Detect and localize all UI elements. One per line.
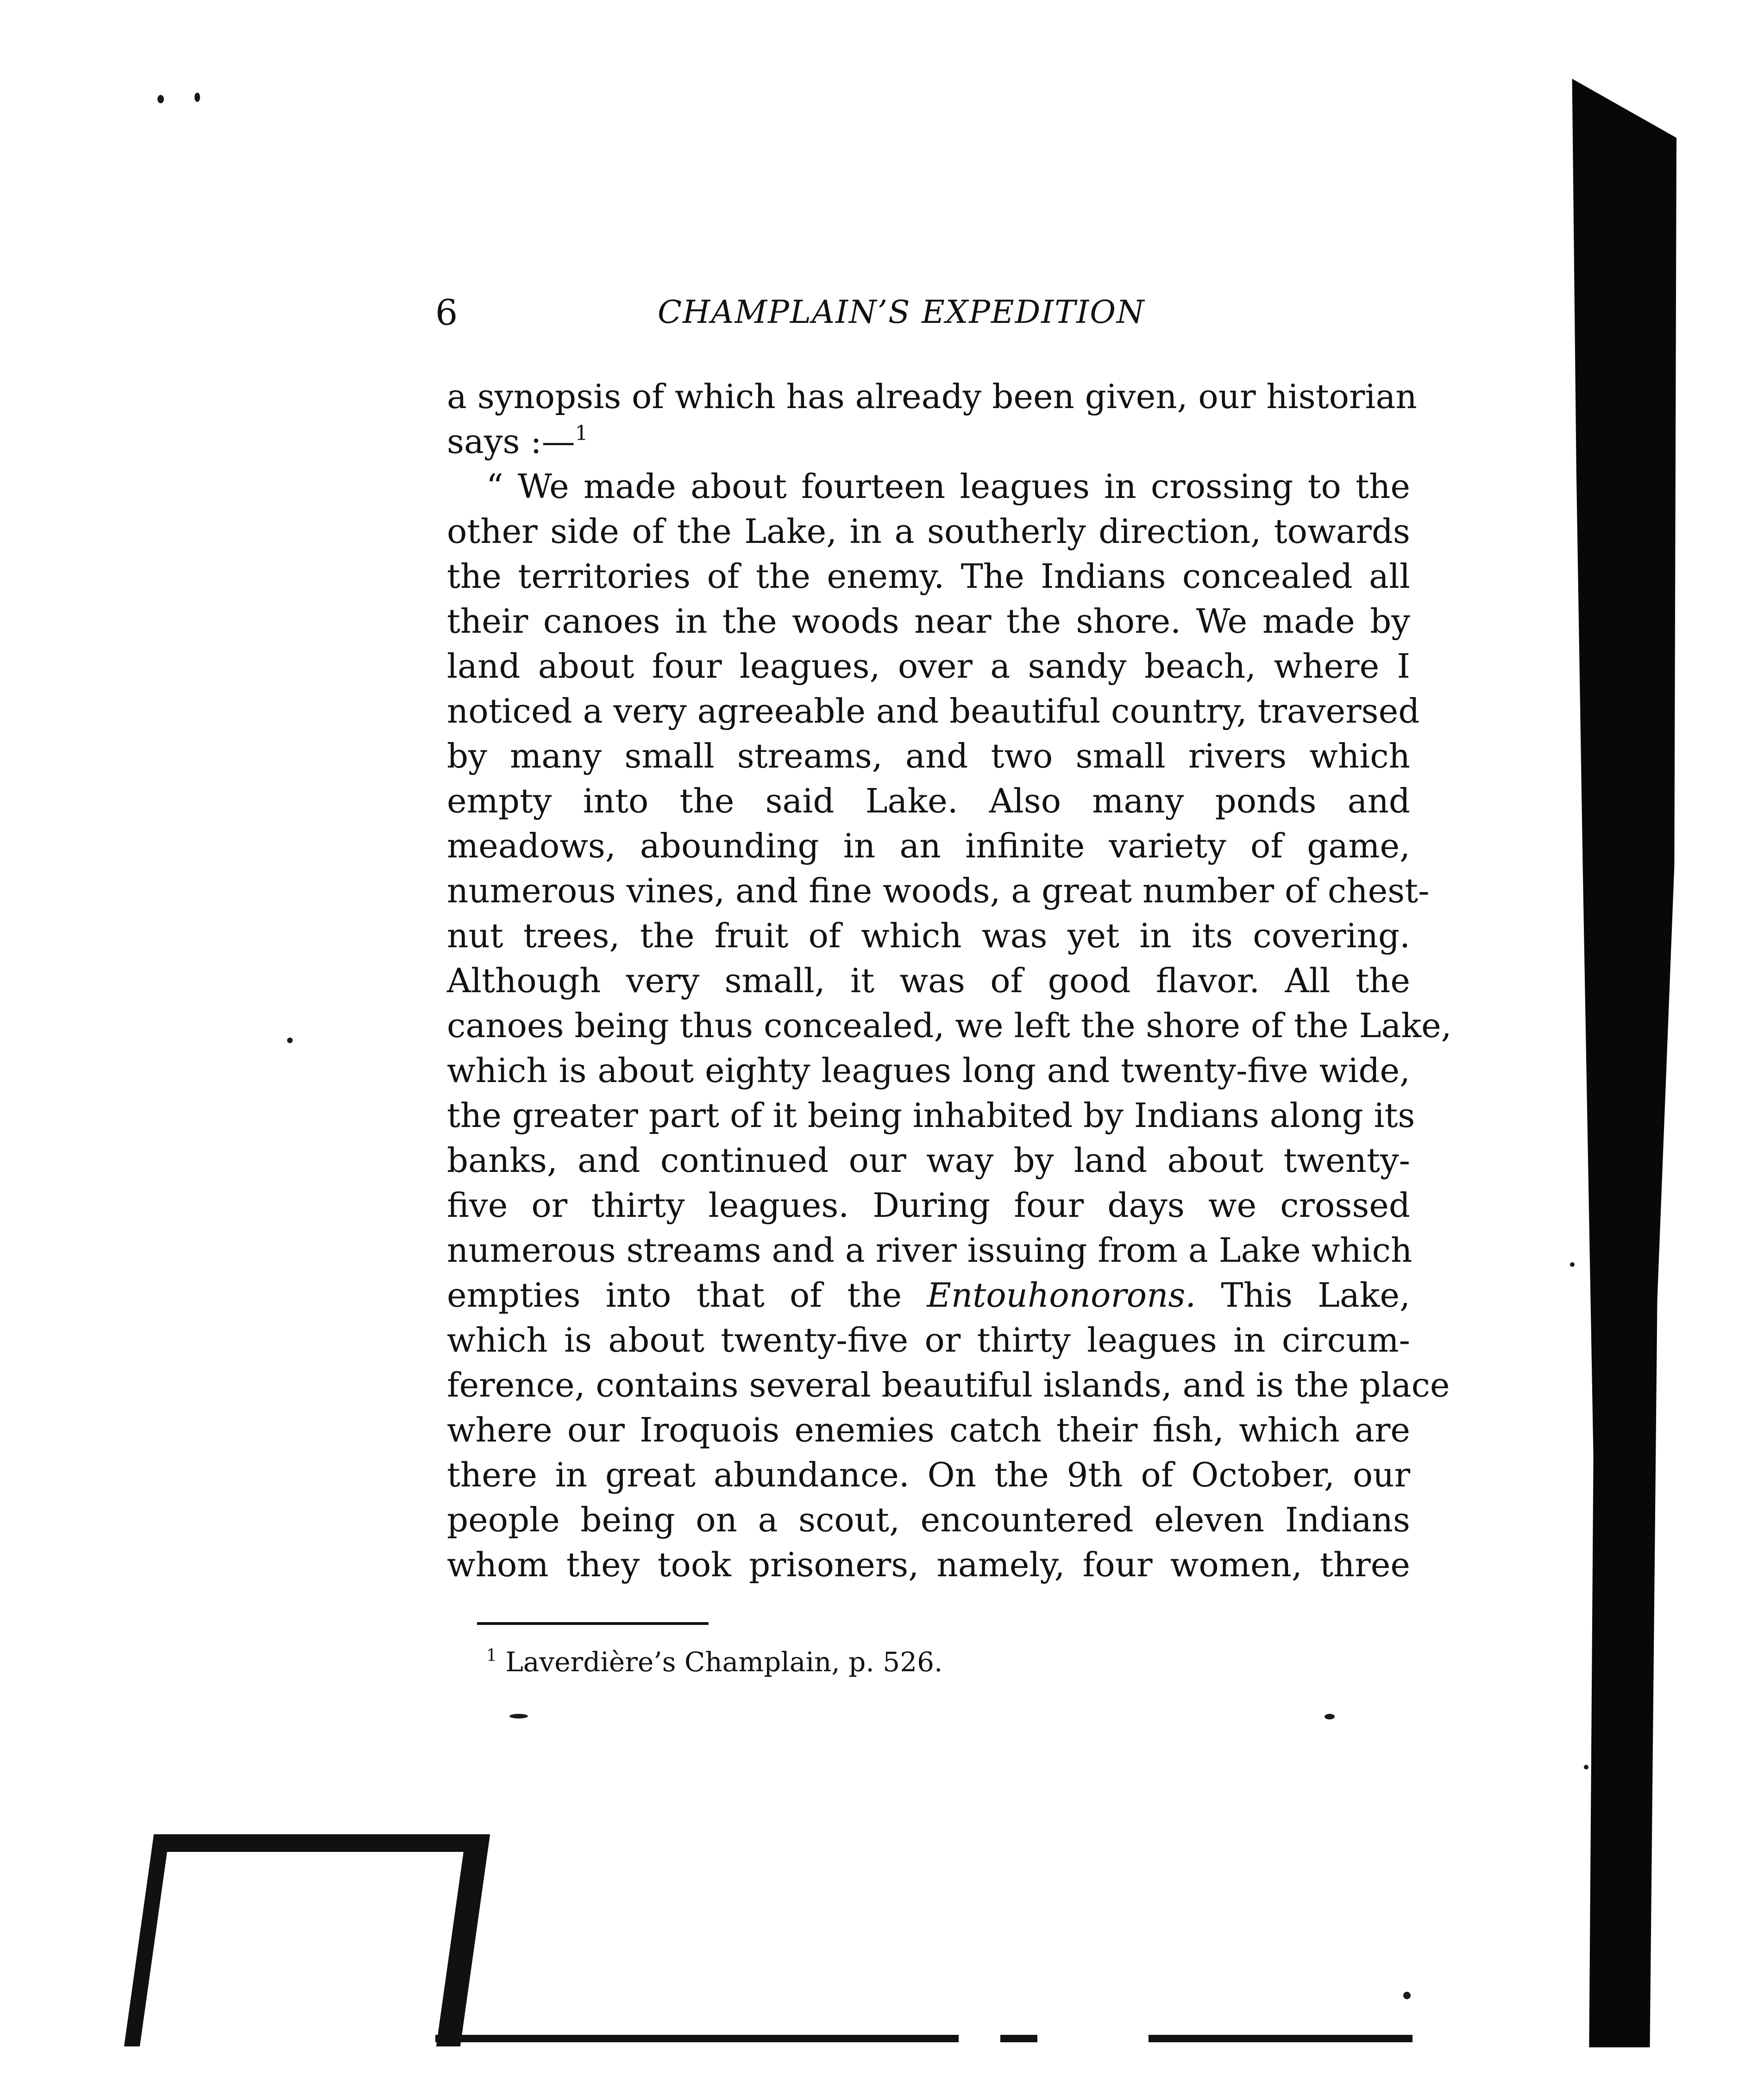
text-line: where our Iroquois enemies catch their fish, which are	[447, 1410, 1410, 1449]
footnote-reference: 1	[575, 422, 588, 445]
scan-artifact-rule	[1000, 2035, 1037, 2042]
text-line-content: says :—	[447, 422, 575, 461]
text-line: “ We made about fourteen leagues in crossing to the	[486, 467, 1410, 506]
footnote-divider	[477, 1622, 709, 1625]
footnote	[486, 1643, 942, 1680]
text-line	[447, 419, 1410, 464]
scan-speck	[1403, 1992, 1411, 1999]
scan-speck	[1325, 1714, 1335, 1719]
text-line: there in great abundance. On the 9th of October, our	[447, 1455, 1410, 1494]
text-line	[447, 1273, 1410, 1318]
footnote-marker: 1	[486, 1646, 497, 1665]
body-text	[447, 374, 1452, 1587]
text-line: meadows, abounding in an infinite variety of game,	[447, 826, 1410, 865]
text-line: the greater part of it being inhabited by Indians along its	[447, 1096, 1415, 1135]
scan-speck	[287, 1038, 293, 1043]
scan-speck	[195, 93, 200, 102]
text-line: whom they took prisoners, namely, four women, three	[447, 1545, 1410, 1584]
text-line: other side of the Lake, in a southerly direction, towards	[447, 512, 1410, 551]
text-line: noticed a very agreeable and beautiful country, traversed	[447, 692, 1420, 730]
text-line: the territories of the enemy. The Indians concealed all	[447, 557, 1410, 596]
text-line: land about four leagues, over a sandy beach, where I	[447, 647, 1410, 686]
text-line: Although very small, it was of good flavor. All the	[447, 961, 1410, 1000]
text-line: canoes being thus concealed, we left the shore of the Lake,	[447, 1006, 1452, 1045]
text-line: which is about twenty-five or thirty leagues in circum-	[447, 1321, 1410, 1359]
text-line: by many small streams, and two small rivers which	[447, 736, 1410, 775]
text-line: people being on a scout, encountered eleven Indians	[447, 1500, 1410, 1539]
text-line-content: empties into that of the	[447, 1276, 902, 1315]
scan-speck	[1584, 1765, 1588, 1769]
text-line: nut trees, the fruit of which was yet in its covering.	[447, 916, 1410, 955]
text-line: five or thirty leagues. During four days we crossed	[447, 1186, 1410, 1225]
place-name-italic: Entouhonorons.	[927, 1276, 1196, 1315]
binding-shadow	[1570, 79, 1676, 2047]
text-line: their canoes in the woods near the shore. We made by	[447, 602, 1410, 641]
text-line: numerous vines, and fine woods, a great number of chest-	[447, 871, 1430, 910]
footnote-text: Laverdière’s Champlain, p. 526.	[505, 1646, 943, 1678]
scan-speck	[157, 95, 164, 103]
scan-artifact-rule	[1218, 2035, 1412, 2042]
page-header	[435, 290, 1204, 340]
text-line-content: This Lake,	[1221, 1276, 1410, 1315]
page-number: 6	[435, 292, 458, 333]
text-line: which is about eighty leagues long and twenty-five wide,	[447, 1051, 1410, 1090]
scan-artifact-rule	[672, 2035, 959, 2042]
text-line: banks, and continued our way by land about twenty-	[447, 1141, 1410, 1180]
scan-speck	[1570, 1262, 1575, 1267]
text-line: empty into the said Lake. Also many ponds and	[447, 781, 1410, 820]
text-line: ference, contains several beautiful islands, and is the place	[447, 1366, 1450, 1404]
scan-artifact-corner	[124, 1834, 490, 2046]
text-line: a synopsis of which has already been given, our historian	[447, 377, 1417, 416]
text-line: numerous streams and a river issuing from a Lake which	[447, 1231, 1412, 1270]
running-head: CHAMPLAIN’S EXPEDITION	[658, 294, 1145, 331]
scan-speck	[509, 1714, 528, 1718]
